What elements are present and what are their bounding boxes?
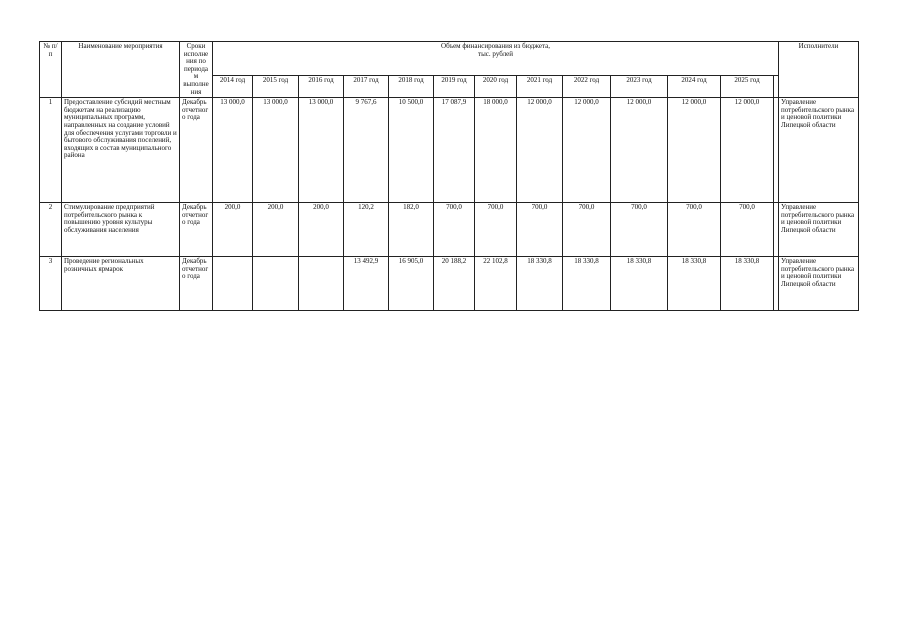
row-value: 18 330,8 — [611, 257, 668, 311]
row-num: 3 — [40, 257, 62, 311]
row-value: 700,0 — [517, 203, 563, 257]
header-year: 2017 год — [344, 76, 389, 98]
header-num: № п/п — [40, 42, 62, 98]
header-year: 2016 год — [299, 76, 344, 98]
row-value: 17 087,9 — [434, 98, 475, 203]
header-funding-line1: Объем финансирования из бюджета, — [441, 42, 550, 50]
row-term: Декабрь отчетного года — [180, 203, 213, 257]
table-row — [40, 203, 859, 257]
header-year: 2022 год — [563, 76, 611, 98]
row-num: 2 — [40, 203, 62, 257]
row-executor: Управление потребительского рынка и ценовой политики Липецкой области — [779, 98, 859, 203]
header-row — [40, 42, 859, 76]
header-executor: Исполнители — [779, 42, 859, 98]
header-year: 2019 год — [434, 76, 475, 98]
row-value: 200,0 — [299, 203, 344, 257]
row-value: 12 000,0 — [611, 98, 668, 203]
row-value: 13 492,9 — [344, 257, 389, 311]
row-value — [253, 257, 299, 311]
row-value: 18 330,8 — [721, 257, 774, 311]
row-value: 10 500,0 — [389, 98, 434, 203]
row-value: 9 767,6 — [344, 98, 389, 203]
row-term: Декабрь отчетного года — [180, 257, 213, 311]
row-value: 18 000,0 — [475, 98, 517, 203]
row-value: 13 000,0 — [299, 98, 344, 203]
row-value: 18 330,8 — [563, 257, 611, 311]
table-row — [40, 98, 859, 203]
row-name: Проведение региональных розничных ярмарок — [62, 257, 180, 311]
row-value — [213, 257, 253, 311]
row-value: 12 000,0 — [563, 98, 611, 203]
row-name: Стимулирование предприятий потребительского рынка к повышению уровня культуры обслуживания населения — [62, 203, 180, 257]
row-value: 700,0 — [668, 203, 721, 257]
row-value: 182,0 — [389, 203, 434, 257]
row-value: 18 330,8 — [517, 257, 563, 311]
header-year: 2021 год — [517, 76, 563, 98]
row-value: 12 000,0 — [517, 98, 563, 203]
budget-table — [39, 41, 859, 311]
header-funding — [213, 42, 779, 76]
row-value: 120,2 — [344, 203, 389, 257]
row-value: 22 102,8 — [475, 257, 517, 311]
row-num: 1 — [40, 98, 62, 203]
header-year: 2014 год — [213, 76, 253, 98]
row-value: 700,0 — [434, 203, 475, 257]
row-value: 700,0 — [475, 203, 517, 257]
header-funding-line2: тыс. рублей — [478, 49, 513, 58]
row-value: 200,0 — [213, 203, 253, 257]
header-year-spacer — [774, 76, 779, 98]
row-value: 700,0 — [611, 203, 668, 257]
table-row — [40, 257, 859, 311]
row-value: 18 330,8 — [668, 257, 721, 311]
row-value — [299, 257, 344, 311]
header-term: Сроки исполнения по периодам выполнения — [180, 42, 213, 98]
row-value: 13 000,0 — [253, 98, 299, 203]
header-year: 2015 год — [253, 76, 299, 98]
row-value: 13 000,0 — [213, 98, 253, 203]
row-executor: Управление потребительского рынка и ценовой политики Липецкой области — [779, 203, 859, 257]
header-year: 2025 год — [721, 76, 774, 98]
header-year: 2023 год — [611, 76, 668, 98]
header-year: 2020 год — [475, 76, 517, 98]
row-value: 20 188,2 — [434, 257, 475, 311]
row-name: Предоставление субсидий местным бюджетам на реализацию муниципальных программ, направленных на создание условий для обеспечения услугами торговли и бытового обслуживания поселений, входящих в состав муниципального района — [62, 98, 180, 203]
header-year: 2024 год — [668, 76, 721, 98]
row-value: 700,0 — [563, 203, 611, 257]
row-value: 12 000,0 — [721, 98, 774, 203]
row-value: 200,0 — [253, 203, 299, 257]
row-executor: Управление потребительского рынка и ценовой политики Липецкой области — [779, 257, 859, 311]
header-year: 2018 год — [389, 76, 434, 98]
header-name: Наименование мероприятия — [62, 42, 180, 98]
row-value: 16 905,0 — [389, 257, 434, 311]
row-term: Декабрь отчетного года — [180, 98, 213, 203]
row-value: 12 000,0 — [668, 98, 721, 203]
row-value: 700,0 — [721, 203, 774, 257]
